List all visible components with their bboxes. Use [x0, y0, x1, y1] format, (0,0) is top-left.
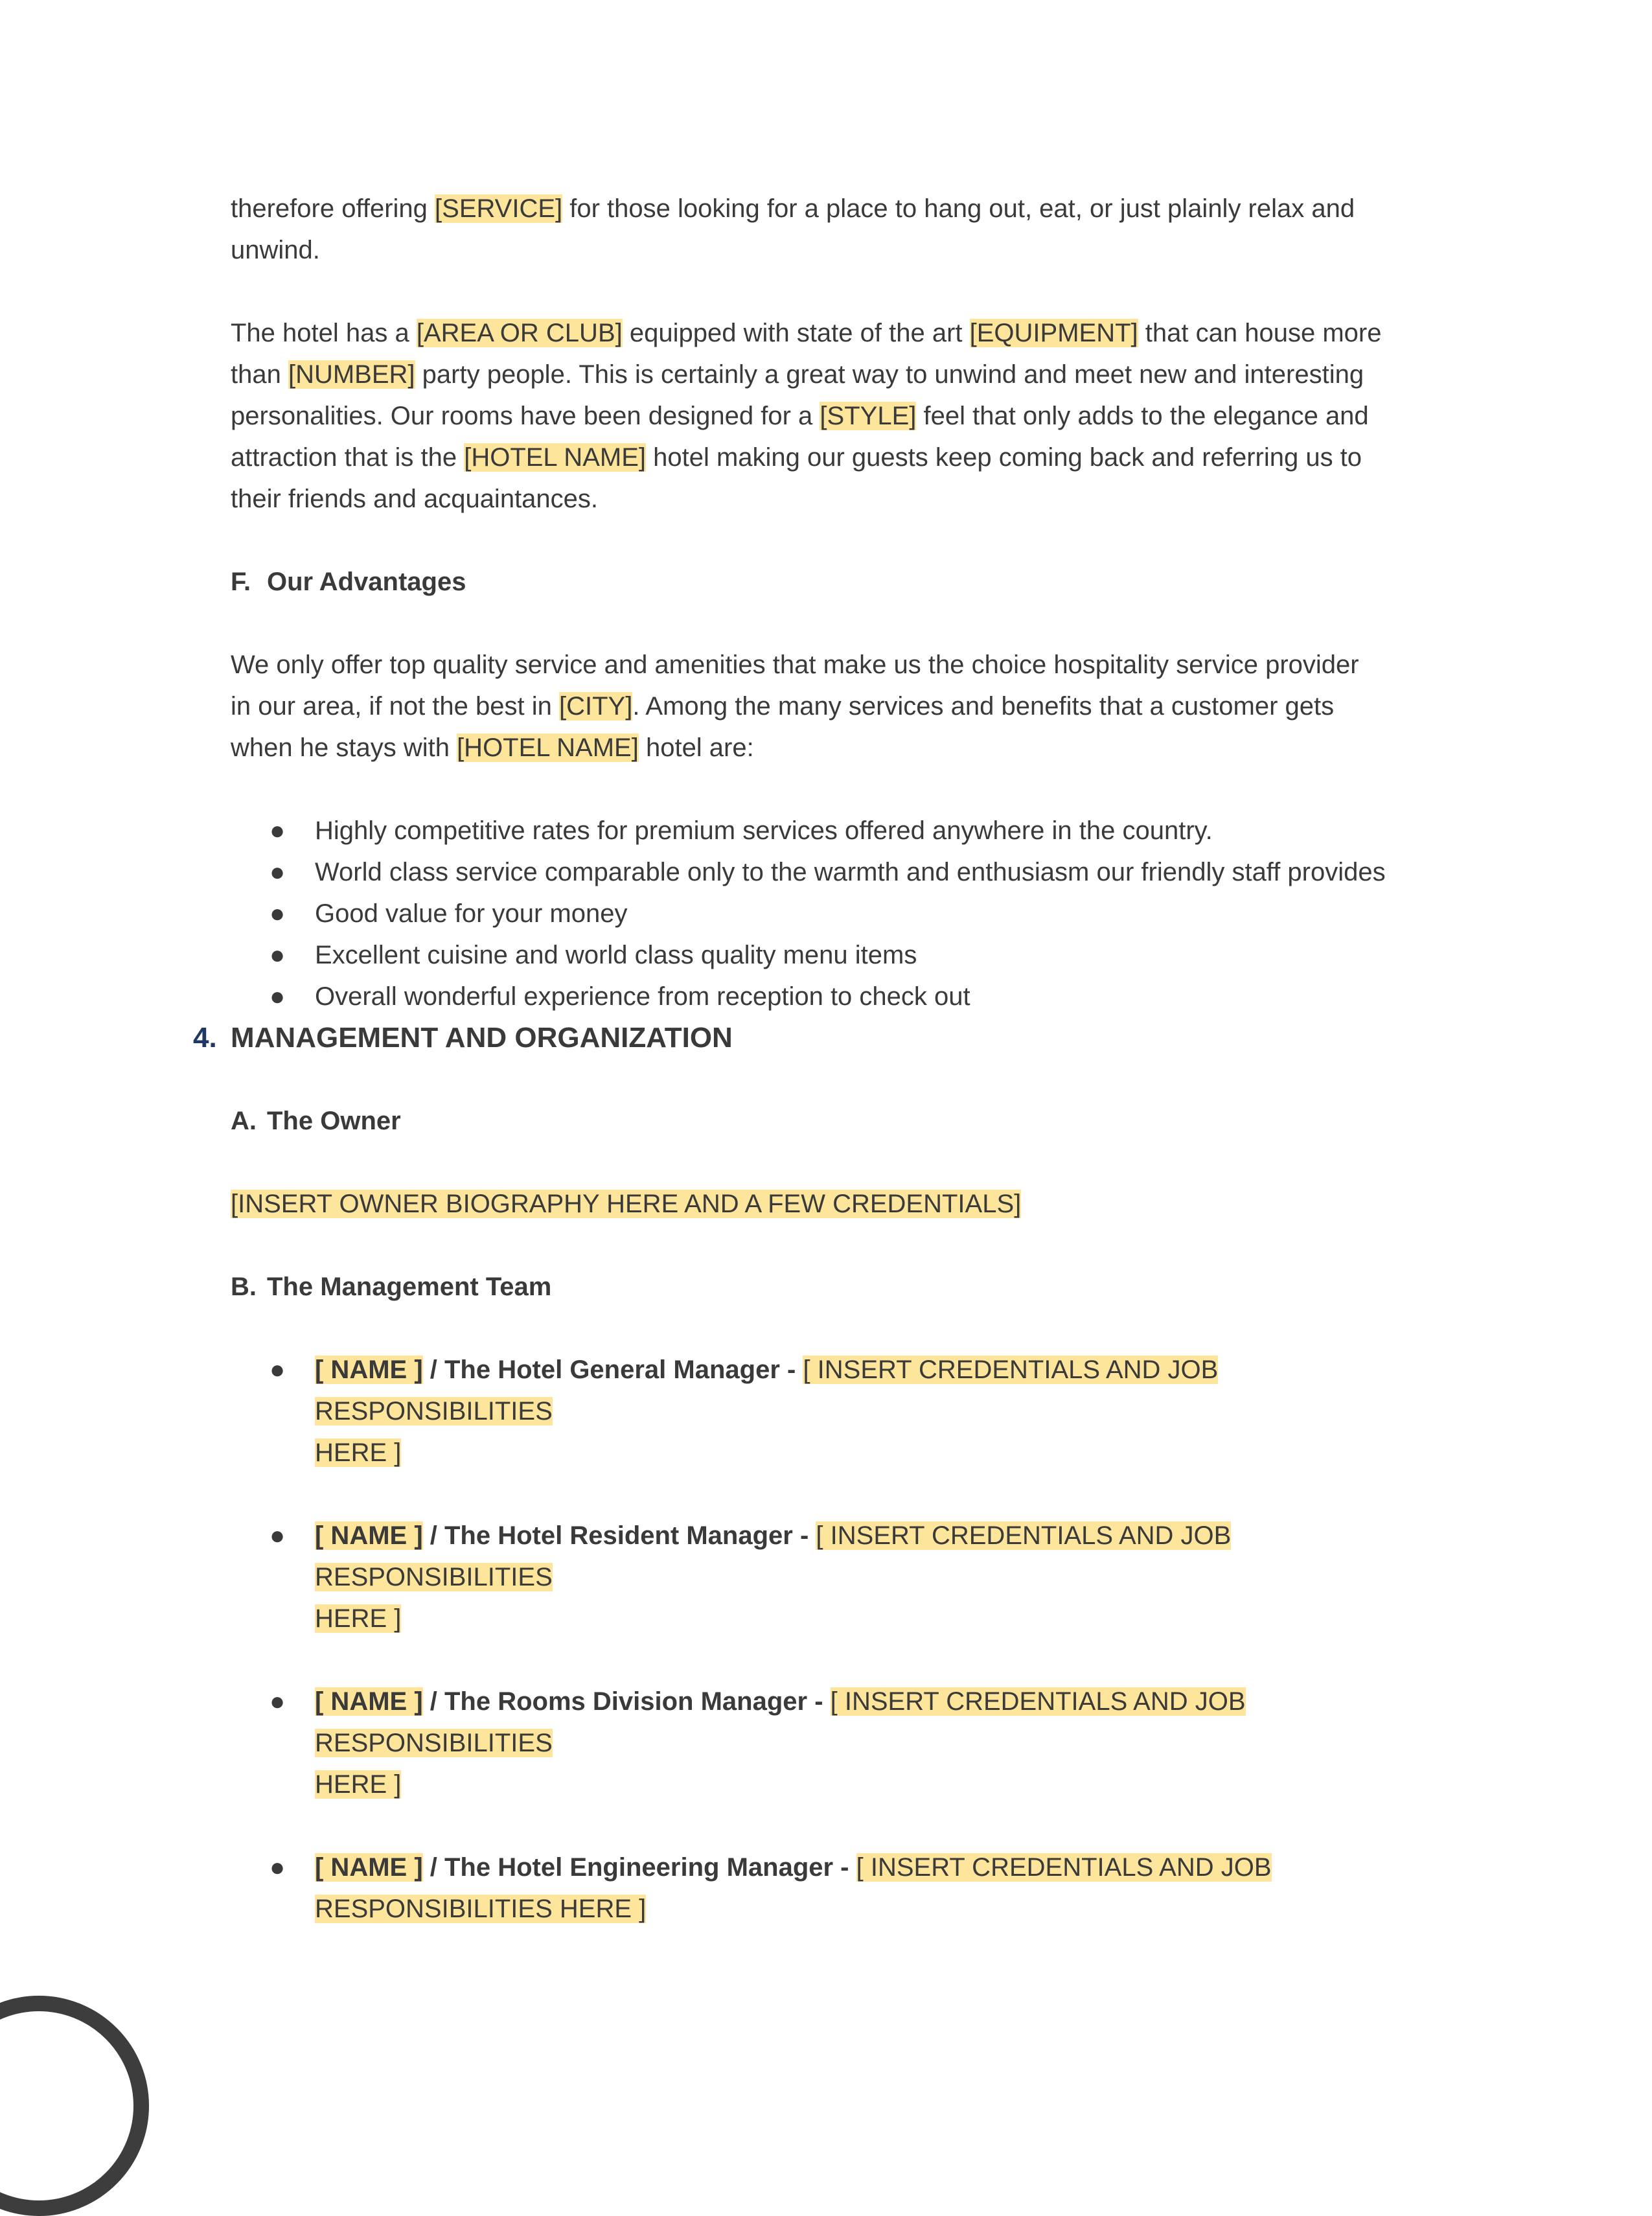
placeholder-credentials: HERE ]: [315, 1604, 402, 1633]
bullet-icon: ●: [270, 1356, 286, 1384]
section-title: MANAGEMENT AND ORGANIZATION: [231, 1022, 733, 1054]
paragraph-owner-bio: [231, 1183, 1462, 1225]
subheading-title: The Management Team: [267, 1273, 552, 1301]
subheading-title: Our Advantages: [267, 568, 466, 596]
bullet-icon: ●: [270, 941, 286, 969]
subheading-letter: A.: [231, 1107, 257, 1135]
placeholder-service: [SERVICE]: [435, 194, 563, 223]
placeholder-credentials: [ INSERT CREDENTIALS AND JOB RESPONSIBILITIES: [315, 1687, 1246, 1757]
text: in our area, if not the best in: [231, 692, 559, 721]
placeholder-hotel-name: [HOTEL NAME]: [464, 443, 646, 472]
placeholder-name: [ NAME ]: [315, 1853, 423, 1882]
list-item-text: Highly competitive rates for premium services offered anywhere in the country.: [315, 816, 1213, 845]
bullet-icon: ●: [270, 1687, 286, 1716]
placeholder-credentials: [ INSERT CREDENTIALS AND JOB RESPONSIBILITIES: [315, 1356, 1219, 1425]
text: hotel are:: [638, 733, 754, 762]
text: feel that only adds to the elegance and: [916, 402, 1369, 430]
paragraph-service: [231, 188, 1462, 271]
subheading-title: The Owner: [267, 1107, 401, 1135]
placeholder-hotel-name: [HOTEL NAME]: [457, 733, 639, 762]
placeholder-number: [NUMBER]: [288, 360, 415, 389]
team-member-role: / The Hotel Resident Manager -: [422, 1521, 816, 1550]
placeholder-credentials: HERE ]: [315, 1770, 402, 1799]
list-item: [231, 934, 1462, 976]
bullet-icon: ●: [270, 1853, 286, 1882]
placeholder-credentials: RESPONSIBILITIES HERE ]: [315, 1895, 647, 1923]
advantages-list: [231, 810, 1462, 1017]
subheading-management-team: [231, 1266, 1462, 1308]
list-item-text: World class service comparable only to the warmth and enthusiasm our friendly staff provides: [315, 858, 1386, 886]
team-member-item: [231, 1847, 1462, 1930]
text: therefore offering: [231, 194, 435, 223]
subheading-letter: B.: [231, 1273, 257, 1301]
document-page: [193, 188, 1462, 1930]
list-item: [231, 851, 1462, 893]
bullet-icon: ●: [270, 1521, 286, 1550]
team-member-item: [231, 1681, 1462, 1805]
text: party people. This is certainly a great way to unwind and meet new and interesting: [415, 360, 1364, 389]
subheading-letter: F.: [231, 568, 251, 596]
placeholder-name: [ NAME ]: [315, 1521, 423, 1550]
section-heading-management: [193, 1017, 1462, 1059]
text: personalities. Our rooms have been designed for a: [231, 402, 820, 430]
text: unwind.: [231, 236, 320, 264]
placeholder-name: [ NAME ]: [315, 1356, 423, 1384]
list-item: [231, 893, 1462, 934]
text: that can house more: [1138, 319, 1382, 347]
placeholder-style: [STYLE]: [820, 402, 917, 430]
text: their friends and acquaintances.: [231, 485, 599, 513]
text: hotel making our guests keep coming back and referring us to: [645, 443, 1362, 472]
placeholder-credentials: [ INSERT CREDENTIALS AND JOB: [856, 1853, 1272, 1882]
team-member-item: [231, 1515, 1462, 1639]
bullet-icon: ●: [270, 816, 286, 845]
text: We only offer top quality service and amenities that make us the choice hospitality service provider: [231, 651, 1359, 679]
bullet-icon: ●: [270, 858, 286, 886]
list-item-text: Excellent cuisine and world class quality menu items: [315, 941, 917, 969]
list-item: [231, 976, 1462, 1017]
text: attraction that is the: [231, 443, 465, 472]
team-member-role: / The Hotel Engineering Manager -: [422, 1853, 856, 1882]
decorative-circle-icon: [0, 1996, 149, 2216]
placeholder-city: [CITY]: [558, 692, 633, 721]
list-item-text: Overall wonderful experience from reception to check out: [315, 982, 970, 1011]
placeholder-credentials: HERE ]: [315, 1438, 402, 1467]
text: than: [231, 360, 288, 389]
subheading-the-owner: [231, 1100, 1462, 1142]
paragraph-advantages: [231, 644, 1462, 768]
list-item-text: Good value for your money: [315, 899, 628, 928]
placeholder-credentials: [ INSERT CREDENTIALS AND JOB RESPONSIBILITIES: [315, 1521, 1232, 1591]
team-member-item: [231, 1349, 1462, 1473]
text: for those looking for a place to hang out, eat, or just plainly relax and: [562, 194, 1355, 223]
text: when he stays with: [231, 733, 457, 762]
team-member-role: / The Hotel General Manager -: [422, 1356, 803, 1384]
subheading-our-advantages: [231, 561, 1462, 603]
section-number: 4.: [193, 1022, 217, 1054]
placeholder-equipment: [EQUIPMENT]: [969, 319, 1138, 347]
placeholder-name: [ NAME ]: [315, 1687, 423, 1716]
team-member-role: / The Rooms Division Manager -: [422, 1687, 831, 1716]
text: The hotel has a: [231, 319, 417, 347]
text: . Among the many services and benefits that a customer gets: [632, 692, 1335, 721]
paragraph-hotel-facilities: [231, 312, 1462, 520]
placeholder-area-or-club: [AREA OR CLUB]: [416, 319, 623, 347]
bullet-icon: ●: [270, 982, 286, 1011]
bullet-icon: ●: [270, 899, 286, 928]
placeholder-owner-biography: [INSERT OWNER BIOGRAPHY HERE AND A FEW CREDENTIALS]: [231, 1190, 1022, 1218]
management-team-list: [231, 1349, 1462, 1930]
text: equipped with state of the art: [622, 319, 970, 347]
list-item: [231, 810, 1462, 851]
